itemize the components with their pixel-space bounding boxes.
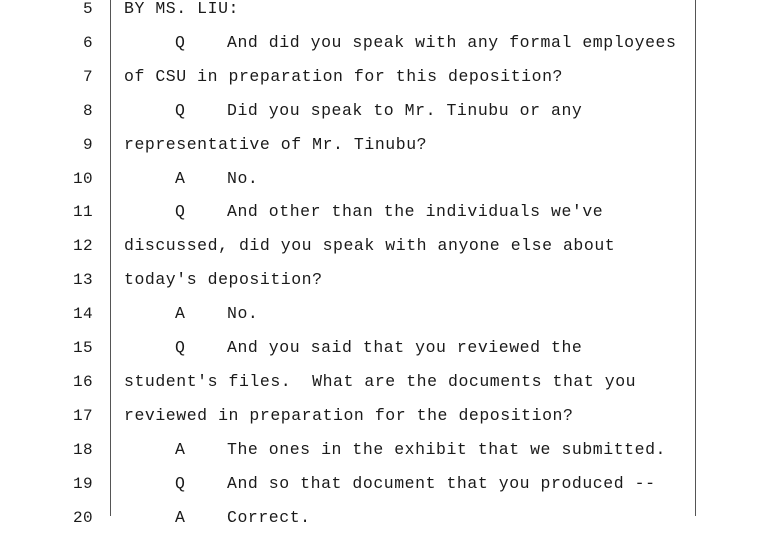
line-text: And other than the individuals we've — [227, 202, 604, 222]
speaker-label: A — [175, 439, 185, 459]
line-number: 17 — [72, 406, 93, 425]
transcript-line — [0, 440, 780, 474]
line-text: representative of Mr. Tinubu? — [124, 134, 428, 154]
line-number: 18 — [72, 440, 93, 459]
line-text: today's deposition? — [124, 270, 323, 290]
line-text: Correct. — [227, 507, 311, 527]
transcript-line — [0, 474, 780, 508]
line-text: student's files. What are the documents that you — [124, 371, 637, 391]
line-text: reviewed in preparation for the deposition? — [124, 405, 574, 425]
transcript-line — [0, 372, 780, 406]
line-number: 12 — [72, 237, 93, 256]
line-text: discussed, did you speak with anyone else about — [124, 236, 616, 256]
line-number: 14 — [72, 305, 93, 324]
speaker-label: Q — [175, 100, 185, 120]
line-number: 15 — [72, 339, 93, 357]
transcript-line — [0, 67, 780, 101]
line-number: 5 — [82, 0, 93, 18]
transcript-line — [0, 101, 780, 135]
line-number: 13 — [72, 271, 93, 290]
line-text: No. — [227, 168, 259, 188]
transcript-line — [0, 338, 780, 372]
line-text: BY MS. LIU: — [124, 0, 239, 18]
speaker-label: A — [175, 507, 185, 527]
transcript-line — [0, 33, 780, 67]
line-number: 10 — [72, 169, 93, 188]
speaker-label: Q — [175, 473, 185, 493]
line-number: 11 — [72, 203, 93, 222]
line-text: Did you speak to Mr. Tinubu or any — [227, 100, 583, 120]
speaker-label: Q — [175, 338, 185, 357]
line-number: 19 — [72, 474, 93, 493]
transcript-line — [0, 236, 780, 270]
line-text: No. — [227, 304, 259, 324]
speaker-label: Q — [175, 202, 185, 222]
transcript-line — [0, 135, 780, 169]
speaker-label: A — [175, 168, 185, 188]
line-number: 8 — [82, 101, 93, 120]
transcript-line — [0, 304, 780, 338]
transcript-line — [0, 270, 780, 304]
line-number: 7 — [82, 67, 93, 86]
line-number: 16 — [72, 372, 93, 391]
line-text: And so that document that you produced -- — [227, 473, 656, 493]
transcript-line — [0, 202, 780, 236]
line-text: And you said that you reviewed the — [227, 338, 583, 357]
line-text: The ones in the exhibit that we submitted. — [227, 439, 666, 459]
transcript-line — [0, 0, 780, 33]
line-number: 6 — [82, 33, 93, 52]
speaker-label: A — [175, 304, 185, 324]
line-text: And did you speak with any formal employees — [227, 32, 677, 52]
transcript-line — [0, 169, 780, 203]
line-number: 20 — [72, 508, 93, 527]
speaker-label: Q — [175, 32, 185, 52]
line-number: 9 — [82, 135, 93, 154]
transcript-line — [0, 508, 780, 542]
line-text: of CSU in preparation for this deposition? — [124, 66, 563, 86]
transcript-line — [0, 406, 780, 440]
